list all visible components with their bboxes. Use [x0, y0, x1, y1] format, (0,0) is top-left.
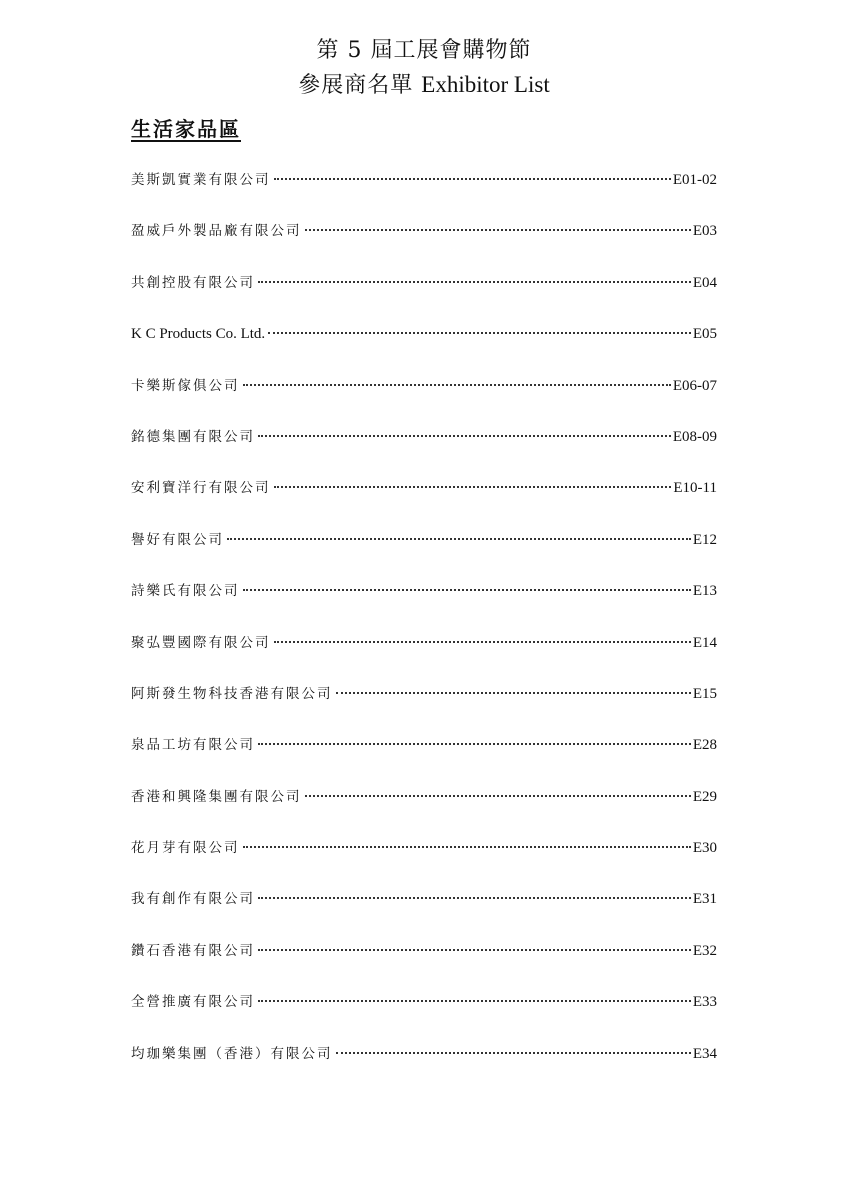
booth-number: E29: [692, 788, 717, 805]
booth-number: E32: [692, 942, 717, 959]
exhibitor-name: 聚弘豐國際有限公司: [131, 634, 271, 651]
dot-leader: [274, 166, 671, 180]
exhibitor-row: [131, 836, 717, 887]
exhibitor-row: [131, 528, 717, 579]
exhibitor-name: 花月芽有限公司: [131, 840, 240, 857]
booth-number: E34: [692, 1045, 717, 1062]
booth-number: E04: [692, 274, 717, 291]
exhibitor-name: 譽好有限公司: [131, 531, 224, 548]
exhibitor-row: [131, 682, 717, 733]
exhibitor-row: [131, 939, 717, 990]
booth-number: E10-11: [673, 480, 717, 497]
dot-leader: [258, 269, 691, 283]
list-title-en: Exhibitor List: [421, 72, 550, 97]
dot-leader: [305, 217, 691, 231]
dot-leader: [274, 629, 691, 643]
booth-number: E06-07: [672, 377, 717, 394]
exhibitor-name: 均珈樂集團（香港）有限公司: [131, 1045, 333, 1062]
dot-leader: [258, 988, 691, 1002]
booth-number: E30: [692, 840, 717, 857]
dot-leader: [258, 937, 691, 951]
exhibitor-name: 鑽石香港有限公司: [131, 942, 255, 959]
event-title: 第 5 屆工展會購物節: [316, 38, 532, 63]
booth-number: E14: [692, 634, 717, 651]
exhibitor-row: [131, 219, 717, 270]
exhibitor-row: [131, 733, 717, 784]
exhibitor-row: [131, 374, 717, 425]
dot-leader: [258, 885, 691, 899]
exhibitor-name: 卡樂斯傢俱公司: [131, 377, 240, 394]
dot-leader: [258, 423, 671, 437]
section-heading: 生活家品區: [131, 117, 241, 141]
dot-leader: [243, 372, 671, 386]
booth-number: E15: [692, 685, 717, 702]
dot-leader: [305, 783, 691, 797]
exhibitor-row: [131, 631, 717, 682]
dot-leader: [243, 577, 691, 591]
booth-number: E28: [692, 737, 717, 754]
document-header: [0, 34, 848, 103]
booth-number: E05: [692, 326, 717, 343]
dot-leader: [274, 474, 672, 488]
booth-number: E12: [692, 531, 717, 548]
exhibitor-name: 共創控股有限公司: [131, 274, 255, 291]
booth-number: E13: [692, 583, 717, 600]
exhibitor-name: 全營推廣有限公司: [131, 994, 255, 1011]
exhibitor-list: [131, 168, 717, 1093]
booth-number: E03: [692, 223, 717, 240]
dot-leader: [243, 834, 691, 848]
exhibitor-name: 我有創作有限公司: [131, 891, 255, 908]
list-title-zh: 參展商名單: [298, 73, 414, 98]
dot-leader: [258, 731, 691, 745]
exhibitor-row: [131, 271, 717, 322]
list-title: [0, 68, 848, 103]
exhibitor-row: [131, 785, 717, 836]
exhibitor-row: [131, 168, 717, 219]
dot-leader: [268, 320, 691, 334]
booth-number: E01-02: [672, 172, 717, 188]
exhibitor-row: [131, 425, 717, 476]
dot-leader: [336, 1040, 691, 1054]
exhibitor-row: [131, 579, 717, 630]
exhibitor-row: [131, 322, 717, 373]
exhibitor-name: 盈威戶外製品廠有限公司: [131, 223, 302, 240]
booth-number: E31: [692, 891, 717, 908]
booth-number: E08-09: [672, 428, 717, 445]
dot-leader: [336, 680, 691, 694]
exhibitor-name: 美斯凱實業有限公司: [131, 172, 271, 188]
exhibitor-row: [131, 887, 717, 938]
exhibitor-name: 銘德集團有限公司: [131, 428, 255, 445]
exhibitor-name: 安利寶洋行有限公司: [131, 480, 271, 497]
exhibitor-row: [131, 476, 717, 527]
exhibitor-name: 詩樂氏有限公司: [131, 583, 240, 600]
exhibitor-name: K C Products Co. Ltd.: [131, 326, 266, 343]
exhibitor-row: [131, 1042, 717, 1093]
exhibitor-name: 阿斯發生物科技香港有限公司: [131, 685, 333, 702]
exhibitor-row: [131, 990, 717, 1041]
exhibitor-name: 香港和興隆集團有限公司: [131, 788, 302, 805]
dot-leader: [227, 526, 691, 540]
booth-number: E33: [692, 994, 717, 1011]
exhibitor-name: 泉品工坊有限公司: [131, 737, 255, 754]
